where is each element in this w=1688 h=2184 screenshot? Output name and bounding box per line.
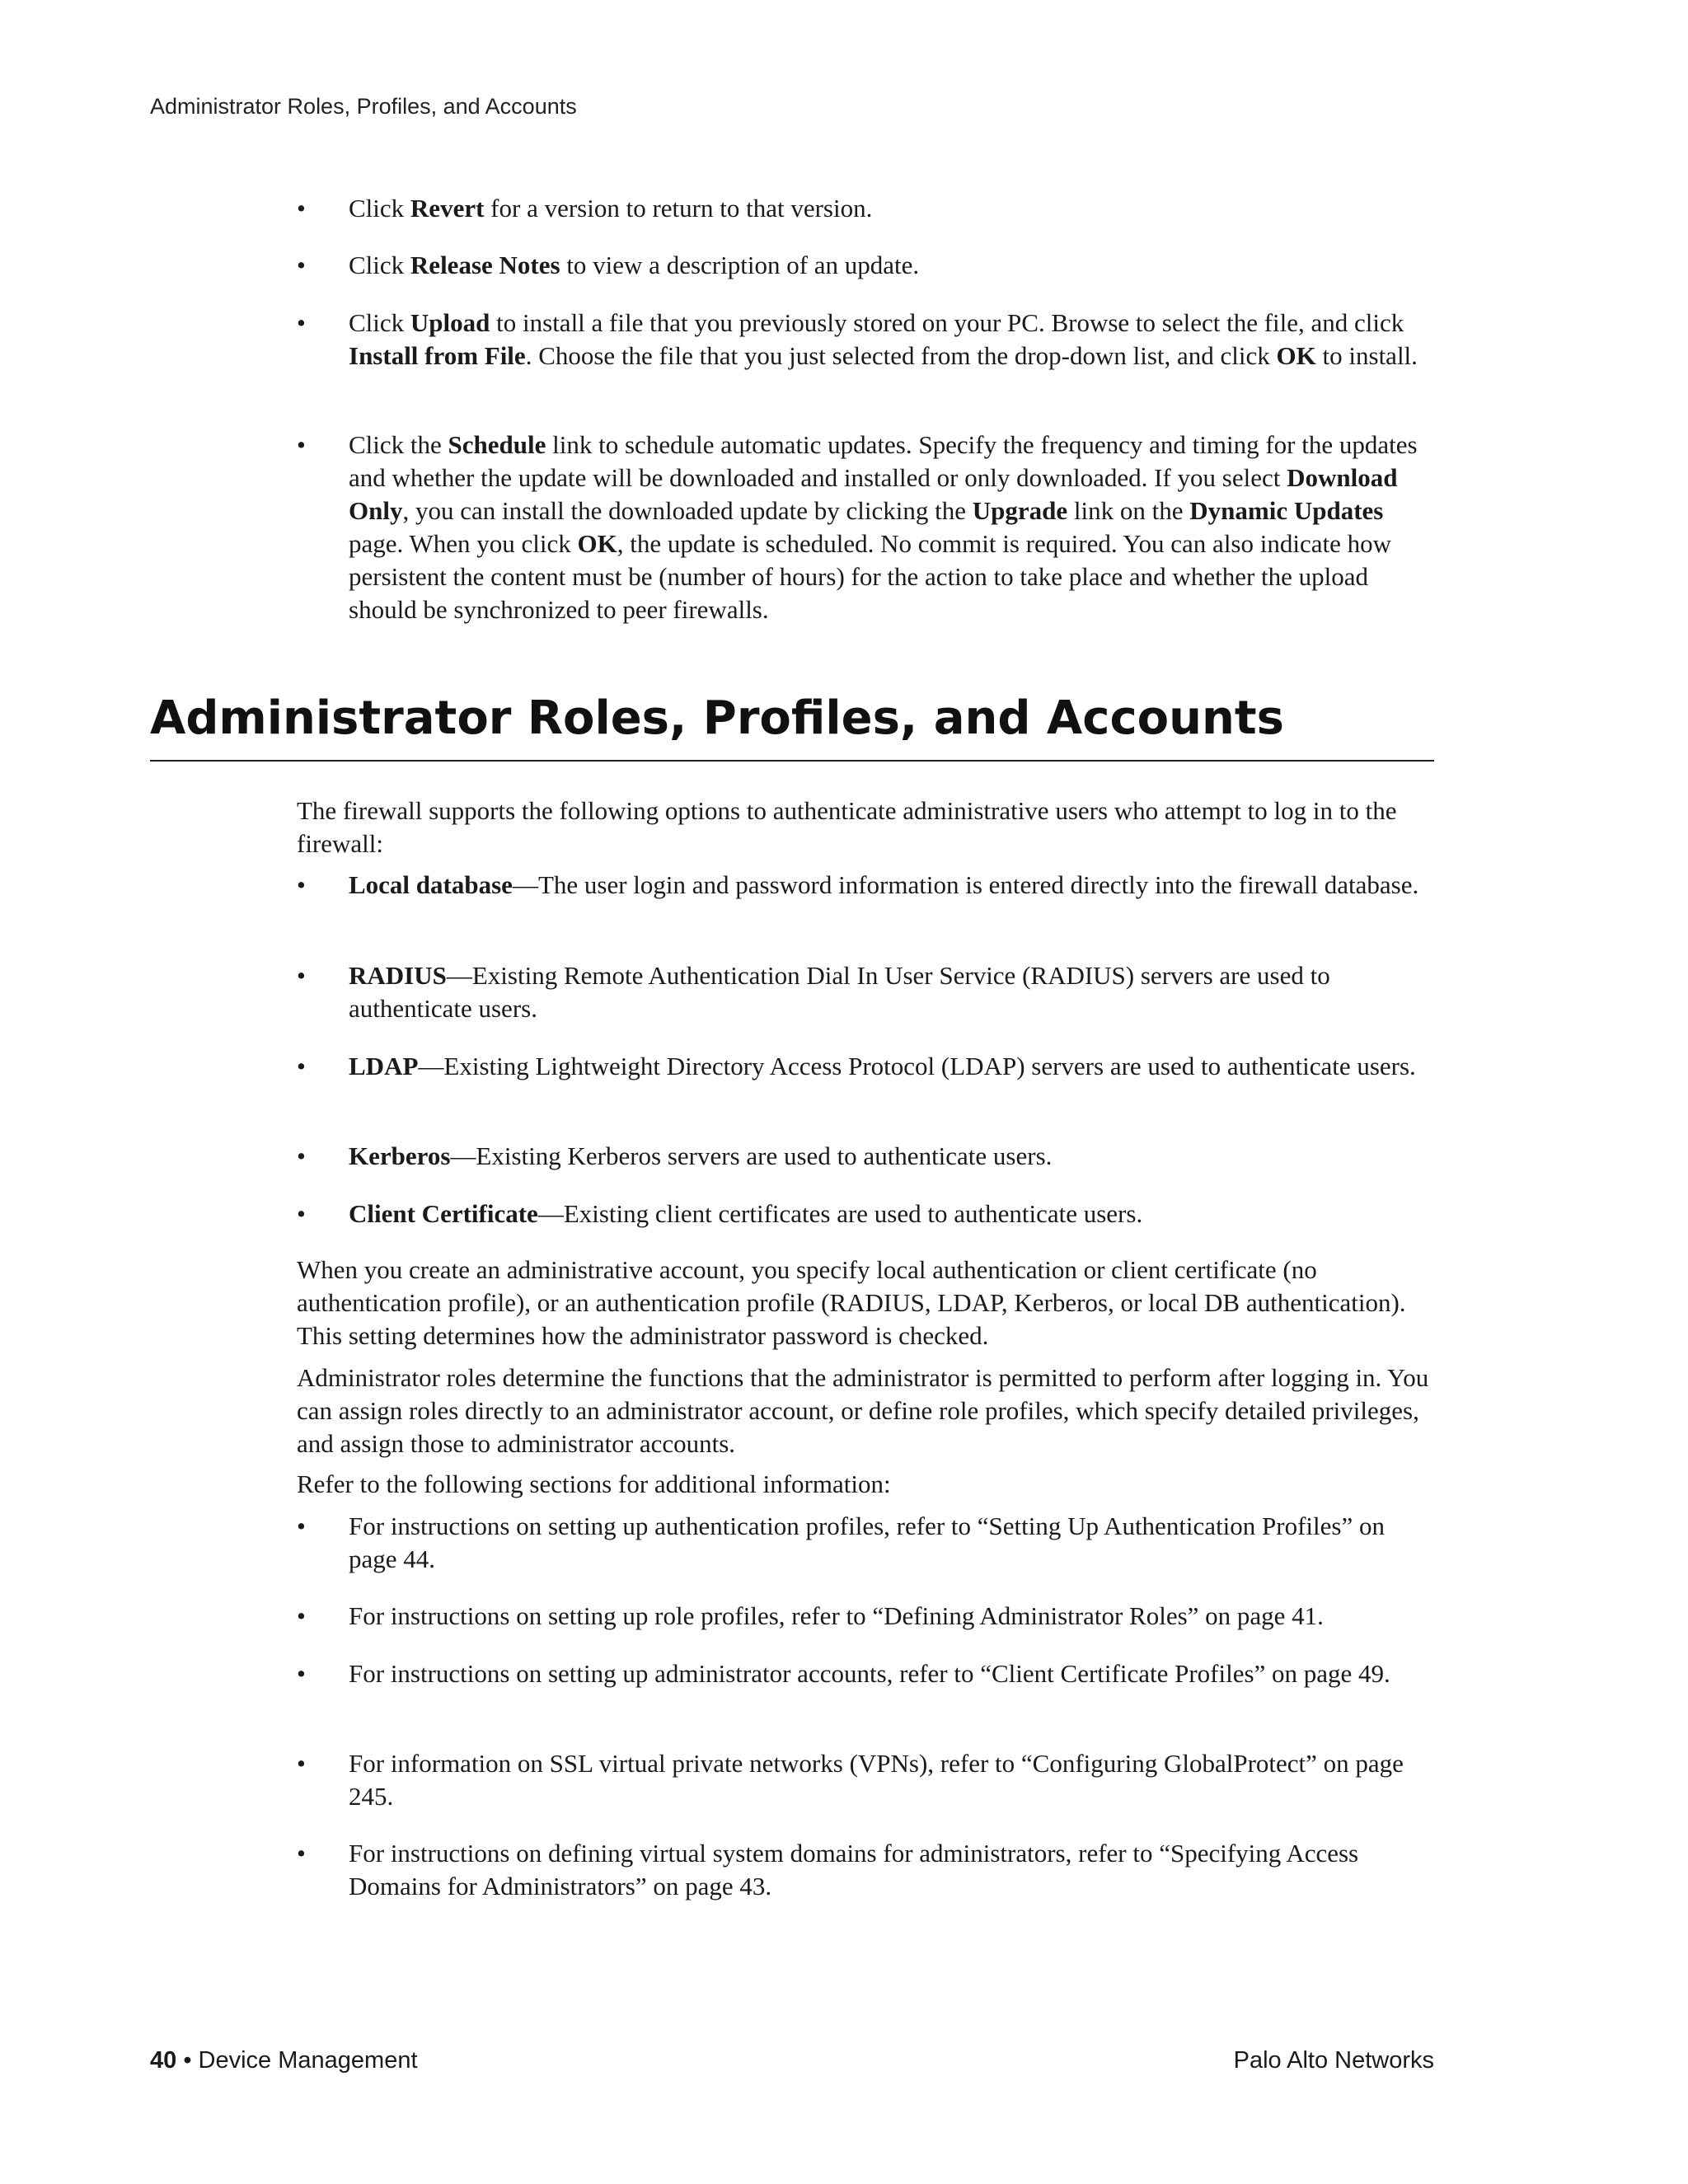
bullet-icon: • — [297, 1659, 306, 1688]
footer-separator: • — [176, 2047, 199, 2074]
auth-options-list — [297, 1197, 1434, 1230]
bullet-icon: • — [297, 251, 306, 279]
list-item: • RADIUS—Existing Remote Authentication Dial In User Service (RADIUS) servers are used to authenticate users. — [297, 961, 1330, 1023]
reference-list — [297, 1657, 1434, 1690]
auth-options-list — [297, 1140, 1434, 1173]
list-item: • Click Upload to install a file that you previously stored on your PC. Browse to select the file, and click Install from File. Choose the file that you just selected from the drop-down list, and click OK to install. — [297, 308, 1418, 370]
list-item: • LDAP—Existing Lightweight Directory Access Protocol (LDAP) servers are used to authenticate users. — [297, 1050, 1434, 1083]
list-item: • Local database—The user login and password information is entered directly into the firewall database. — [297, 869, 1434, 902]
intro-bullet-list — [297, 307, 1434, 373]
auth-options-list — [297, 869, 1434, 902]
paragraph: When you create an administrative account, you specify local authentication or client certificate (no authentication profile), or an authentication profile (RADIUS, LDAP, Kerberos, or local DB authentication). This setting determines how the administrator password is checked. — [297, 1255, 1406, 1350]
paragraph: Administrator roles determine the functions that the administrator is permitted to perform after logging in. You can assign roles directly to an administrator account, or define role profiles, which specify detailed privileges, and assign those to administrator accounts. — [297, 1363, 1429, 1458]
bullet-icon: • — [297, 1511, 306, 1540]
reference-list — [297, 1600, 1434, 1633]
chapter-name: Device Management — [198, 2047, 418, 2074]
paragraph: Refer to the following sections for additional information: — [297, 1469, 891, 1498]
running-header: Administrator Roles, Profiles, and Accounts — [150, 94, 577, 119]
reference-list — [297, 1747, 1434, 1813]
list-item: • For information on SSL virtual private networks (VPNs), refer to “Configuring GlobalProtect” on page 245. — [297, 1749, 1404, 1811]
list-item: • Click Release Notes to view a description of an update. — [297, 249, 1434, 282]
list-item: • For instructions on setting up role profiles, refer to “Defining Administrator Roles” on page 41. — [297, 1600, 1434, 1633]
bullet-icon: • — [297, 1601, 306, 1630]
bullet-icon: • — [297, 194, 306, 223]
bullet-icon: • — [297, 870, 306, 899]
list-item: • Click the Schedule link to schedule automatic updates. Specify the frequency and timing for the updates and whether the update will be downloaded and installed or only downloaded. If you select Download Only, you can install the downloaded update by clicking the Upgrade link on the Dynamic Updates page. When you click OK, the update is scheduled. No commit is required. You can also indicate how persistent the content must be (number of hours) for the action to take place and whether the upload should be synchronized to peer firewalls. — [297, 430, 1418, 624]
reference-list — [297, 1510, 1434, 1576]
bullet-icon: • — [297, 308, 306, 337]
auth-options-list — [297, 1050, 1434, 1083]
list-item: • For instructions on defining virtual system domains for administrators, refer to “Specifying Access Domains for Administrators” on page 43. — [297, 1839, 1359, 1900]
bullet-icon: • — [297, 1199, 306, 1228]
list-item: • Click Revert for a version to return to that version. — [297, 192, 1434, 225]
bullet-icon: • — [297, 961, 306, 990]
bullet-icon: • — [297, 1052, 306, 1080]
page-number: 40 — [150, 2047, 177, 2074]
footer-left — [150, 2047, 418, 2074]
reference-list — [297, 1837, 1434, 1903]
auth-options-list — [297, 959, 1434, 1025]
list-item: • For instructions on setting up authentication profiles, refer to “Setting Up Authentication Profiles” on page 44. — [297, 1511, 1385, 1573]
bullet-icon: • — [297, 1839, 306, 1868]
list-item: • Kerberos—Existing Kerberos servers are used to authenticate users. — [297, 1140, 1434, 1173]
intro-bullet-list — [297, 192, 1434, 225]
bullet-icon: • — [297, 1749, 306, 1778]
intro-bullet-list — [297, 249, 1434, 282]
footer-company: Palo Alto Networks — [1233, 2047, 1434, 2074]
intro-bullet-list — [297, 429, 1434, 626]
bullet-icon: • — [297, 430, 306, 459]
bullet-icon: • — [297, 1141, 306, 1170]
list-item: • For instructions on setting up administrator accounts, refer to “Client Certificate Profiles” on page 49. — [297, 1657, 1434, 1690]
section-title: Administrator Roles, Profiles, and Accounts — [150, 691, 1284, 745]
section-intro: The firewall supports the following options to authenticate administrative users who attempt to log in to the firewall: — [297, 796, 1397, 858]
list-item: • Client Certificate—Existing client certificates are used to authenticate users. — [297, 1197, 1434, 1230]
section-rule — [150, 760, 1434, 762]
